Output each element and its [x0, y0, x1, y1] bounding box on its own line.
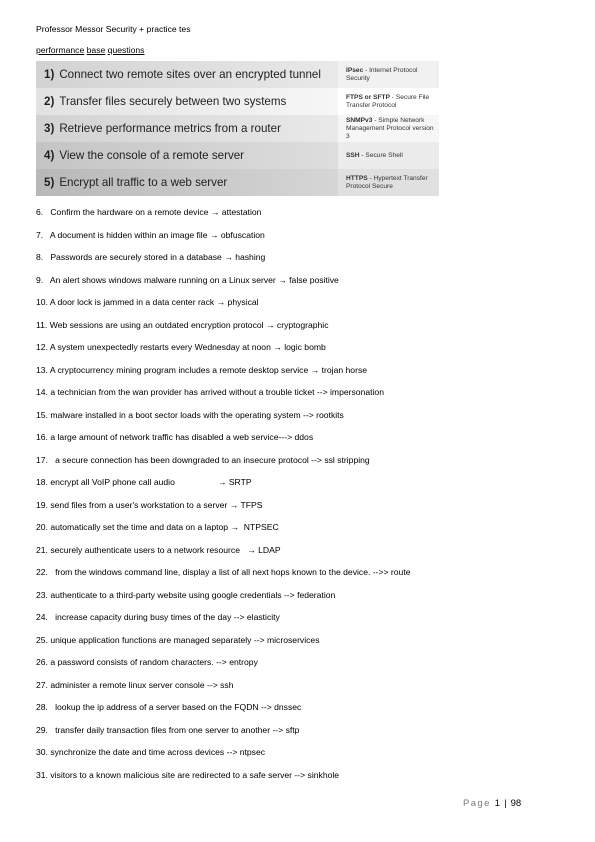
page-label: Page	[463, 798, 491, 809]
protocol-row-3	[36, 115, 439, 142]
list-item: 14. a technician from the wan provider has arrived without a trouble ticket --> impersonation	[36, 387, 384, 397]
subtitle-word-performance: performance	[36, 45, 85, 55]
list-item: 23. authenticate to a third-party website using google credentials --> federation	[36, 589, 336, 600]
protocol-task-3: 3) Retrieve performance metrics from a router	[36, 115, 338, 142]
protocol-row-4	[36, 142, 439, 169]
list-item: 19. send files from a user's workstation to a server → TFPS	[36, 499, 263, 510]
document-title: Professor Messor Security + practice tes	[36, 24, 191, 34]
list-item: 25. unique application functions are managed separately --> microservices	[36, 634, 320, 645]
list-item: 10. A door lock is jammed in a data center rack → physical	[36, 297, 259, 307]
list-item: 31. visitors to a known malicious site are redirected to a safe server --> sinkhole	[36, 769, 340, 780]
list-item: 27. administer a remote linux server console --> ssh	[36, 679, 234, 690]
list-item: 7. A document is hidden within an image file → obfuscation	[36, 229, 265, 240]
protocol-row-1	[36, 61, 439, 88]
list-item: 11. Web sessions are using an outdated encryption protocol → cryptographic	[36, 319, 329, 330]
protocol-task-5: 5) Encrypt all traffic to a web server	[36, 169, 338, 196]
list-item: 13. A cryptocurrency mining program includes a remote desktop service → trojan horse	[36, 364, 368, 375]
total-pages: 98	[510, 798, 522, 809]
protocol-row-2	[36, 88, 439, 115]
protocol-name-1: IPsec - Internet Protocol Security	[338, 61, 439, 88]
protocol-name-3: SNMPv3 - Simple Network Management Protocol version 3	[338, 115, 439, 142]
protocol-name-2: FTPS or SFTP - Secure File Transfer Protocol	[338, 88, 439, 115]
protocol-task-2: 2) Transfer files securely between two systems	[36, 88, 338, 115]
list-item: 18. encrypt all VoIP phone call audio → SRTP	[36, 477, 252, 487]
list-item: 24. increase capacity during busy times of the day --> elasticity	[36, 612, 280, 622]
list-item: 22. from the windows command line, display a list of all next hops known to the device. -->> route	[36, 567, 411, 577]
document-subtitle	[36, 45, 144, 55]
page-footer	[463, 798, 521, 809]
list-item: 6. Confirm the hardware on a remote device → attestation	[36, 207, 262, 217]
protocol-task-4: 4) View the console of a remote server	[36, 142, 338, 169]
list-item: 15. malware installed in a boot sector loads with the operating system --> rootkits	[36, 409, 344, 420]
subtitle-word-base: base	[86, 45, 106, 55]
list-item: 26. a password consists of random characters. --> entropy	[36, 657, 258, 667]
list-item: 20. automatically set the time and data on a laptop → NTPSEC	[36, 522, 279, 532]
list-item: 8. Passwords are securely stored in a database → hashing	[36, 252, 266, 262]
page-number: 1	[494, 798, 501, 809]
list-item: 21. securely authenticate users to a network resource → LDAP	[36, 544, 281, 555]
page-separator: |	[504, 798, 507, 809]
protocol-name-5: HTTPS - Hypertext Transfer Protocol Secure	[338, 169, 439, 196]
protocol-row-5	[36, 169, 439, 196]
list-item: 17. a secure connection has been downgraded to an insecure protocol --> ssl stripping	[36, 454, 370, 465]
subtitle-word-questions: questions	[107, 45, 145, 55]
list-item: 16. a large amount of network traffic has disabled a web service---> ddos	[36, 432, 314, 442]
protocol-table-image	[36, 61, 439, 196]
protocol-name-4: SSH - Secure Shell	[338, 142, 439, 169]
list-item: 12. A system unexpectedly restarts every Wednesday at noon → logic bomb	[36, 342, 326, 352]
protocol-task-1: 1) Connect two remote sites over an encrypted tunnel	[36, 61, 338, 88]
list-item: 29. transfer daily transaction files from one server to another --> sftp	[36, 724, 300, 735]
list-item: 9. An alert shows windows malware running on a Linux server → false positive	[36, 274, 339, 285]
list-item: 28. lookup the ip address of a server based on the FQDN --> dnssec	[36, 702, 302, 712]
list-item: 30. synchronize the date and time across devices --> ntpsec	[36, 747, 266, 757]
